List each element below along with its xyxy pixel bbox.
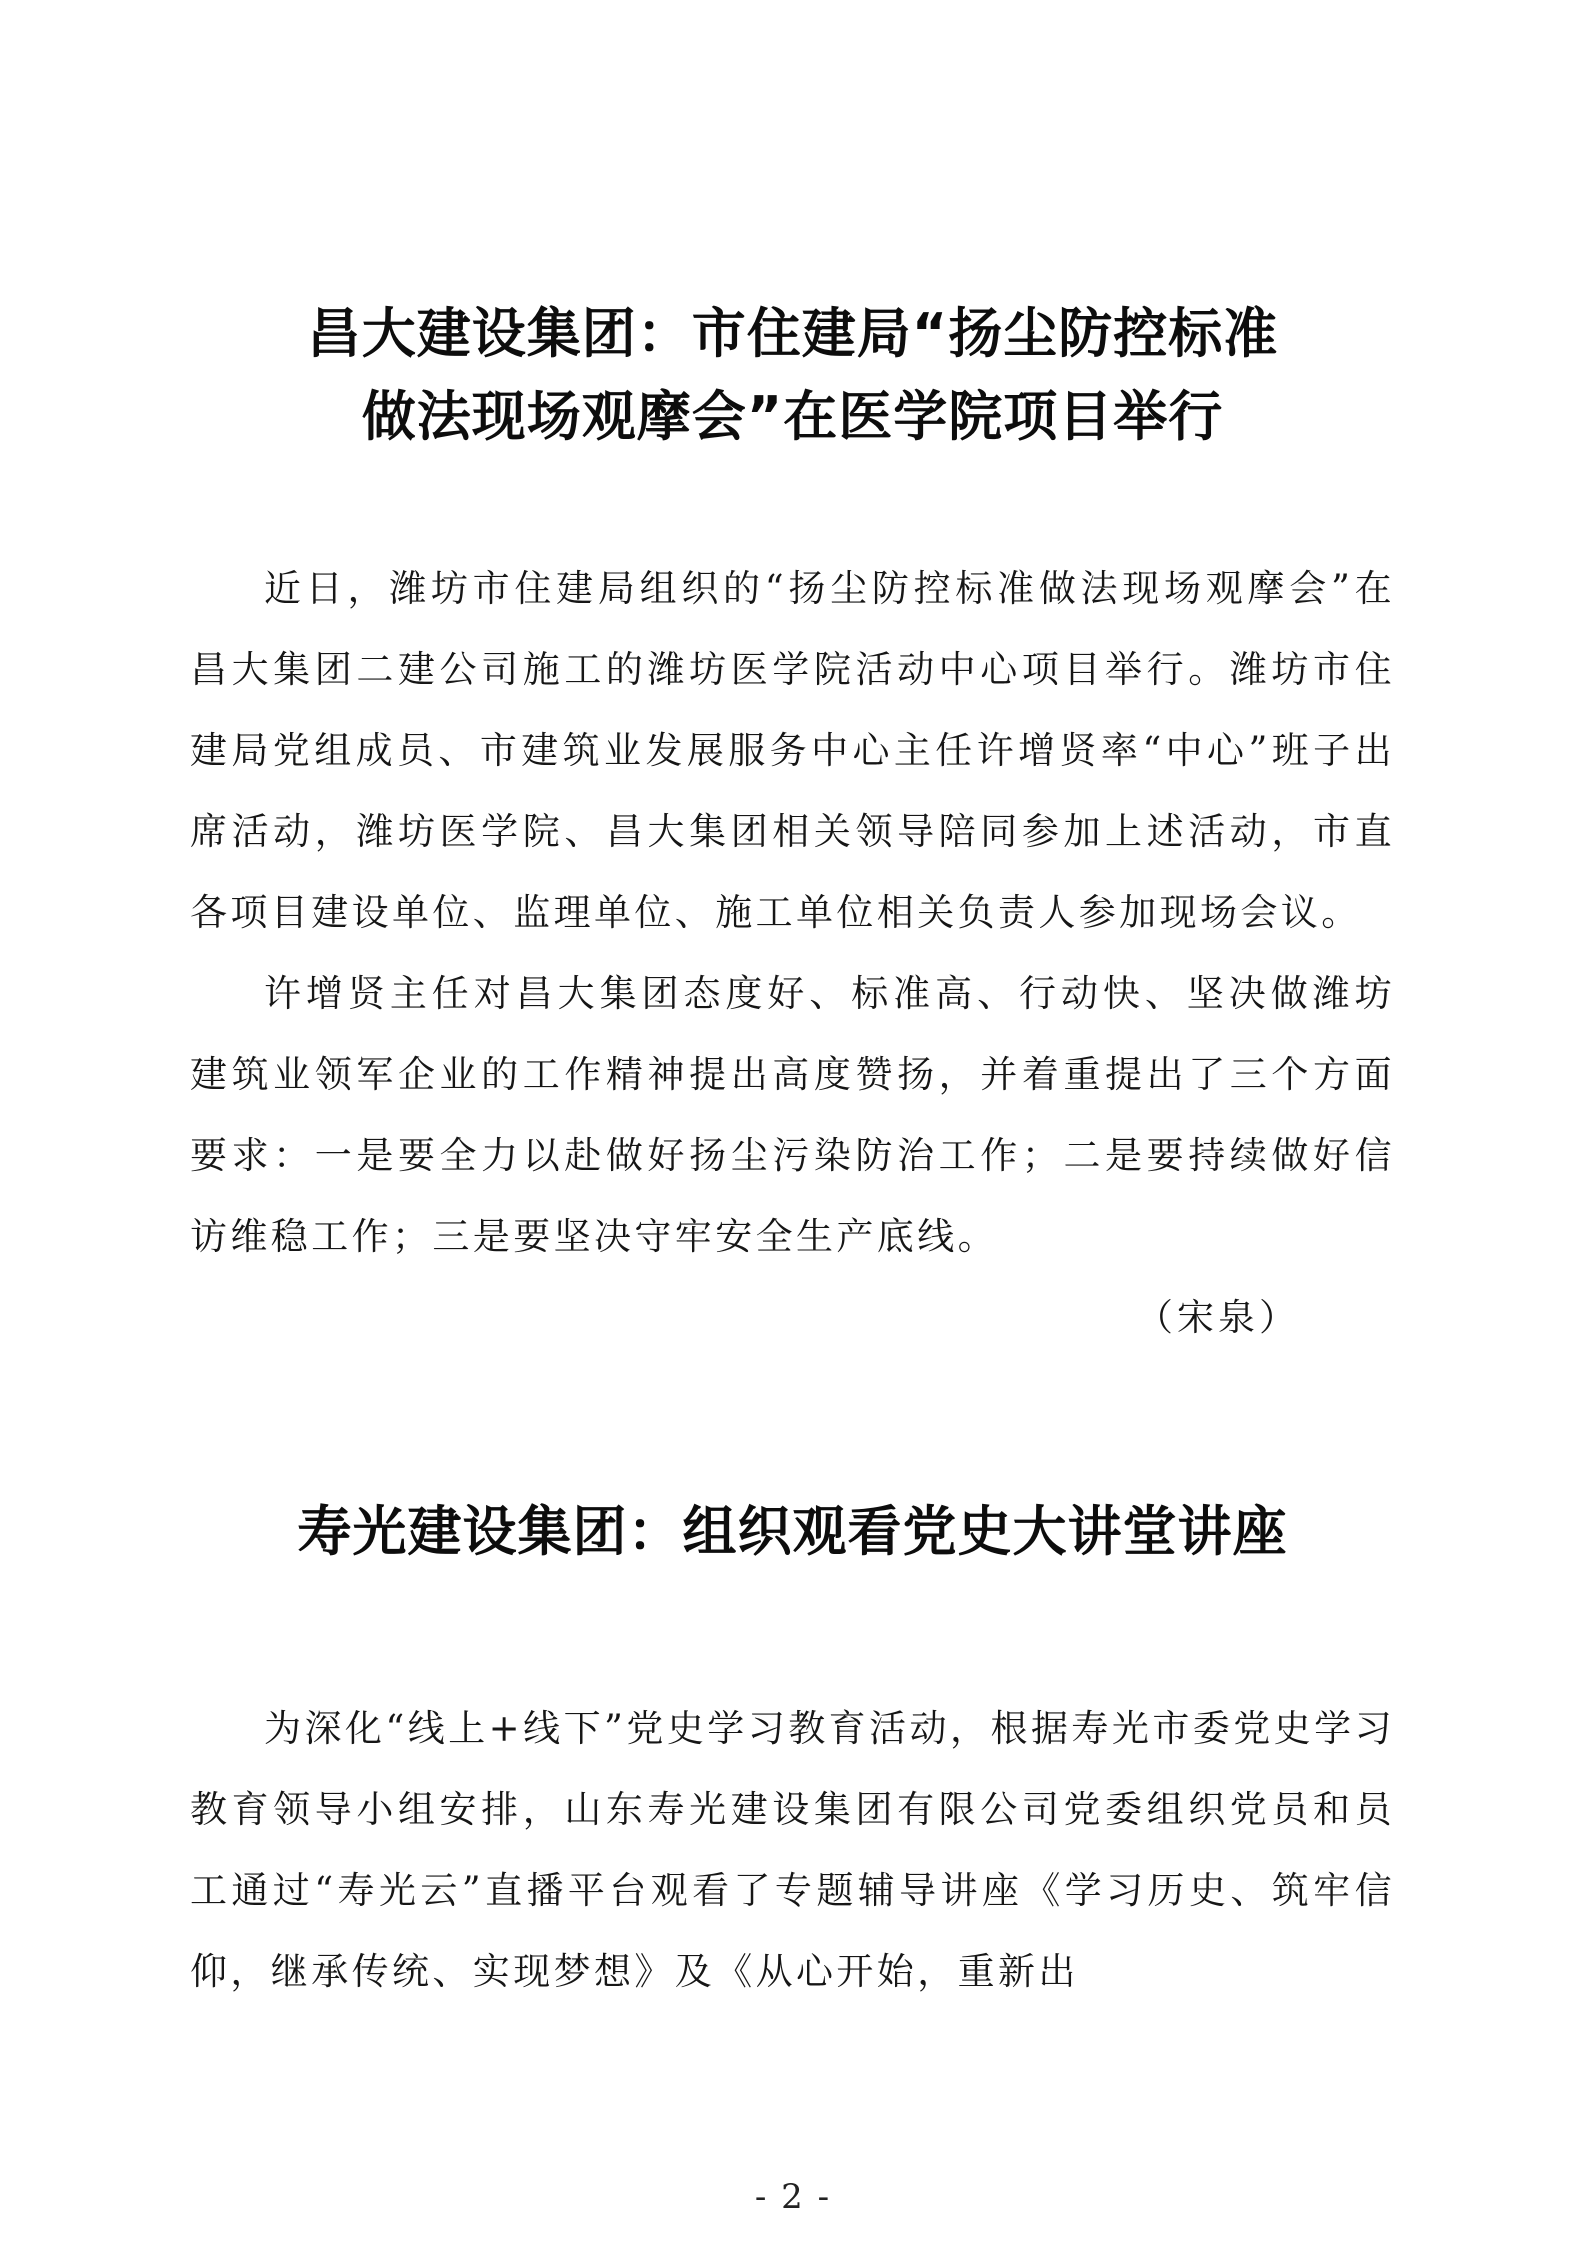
article-paragraph: 为深化“线上+线下”党史学习教育活动，根据寿光市委党史学习教育领导小组安排，山东寿光建设集团有限公司党委组织党员和员工通过“寿光云”直播平台观看了专题辅导讲座《学习历史、筑牢信仰，继承传统、实现梦想》及《从心开始，重新出 bbox=[190, 1707, 1395, 1993]
article-shouguang bbox=[190, 1490, 1395, 2012]
article-changda bbox=[190, 292, 1395, 1358]
article-title bbox=[190, 1490, 1395, 1573]
article-byline: （宋泉） bbox=[1136, 1296, 1300, 1339]
article-title bbox=[190, 292, 1395, 458]
article-paragraph: 近日，潍坊市住建局组织的“扬尘防控标准做法现场观摩会”在昌大集团二建公司施工的潍坊医学院活动中心项目举行。潍坊市住建局党组成员、市建筑业发展服务中心主任许增贤率“中心”班子出席活动，潍坊医学院、昌大集团相关领导陪同参加上述活动，市直各项目建设单位、监理单位、施工单位相关负责人参加现场会议。 bbox=[190, 567, 1395, 934]
article-title-line: 寿光建设集团：组织观看党史大讲堂讲座 bbox=[297, 1500, 1288, 1563]
article-title-line: 昌大建设集团：市住建局“扬尘防控标准 bbox=[306, 302, 1279, 365]
article-paragraph: 许增贤主任对昌大集团态度好、标准高、行动快、坚决做潍坊建筑业领军企业的工作精神提出高度赞扬，并着重提出了三个方面要求：一是要全力以赴做好扬尘污染防治工作；二是要持续做好信访维稳工作；三是要坚决守牢安全生产底线。 bbox=[190, 972, 1395, 1258]
article-title-line: 做法现场观摩会”在医学院项目举行 bbox=[361, 385, 1224, 448]
page-number: - 2 - bbox=[754, 2177, 832, 2217]
